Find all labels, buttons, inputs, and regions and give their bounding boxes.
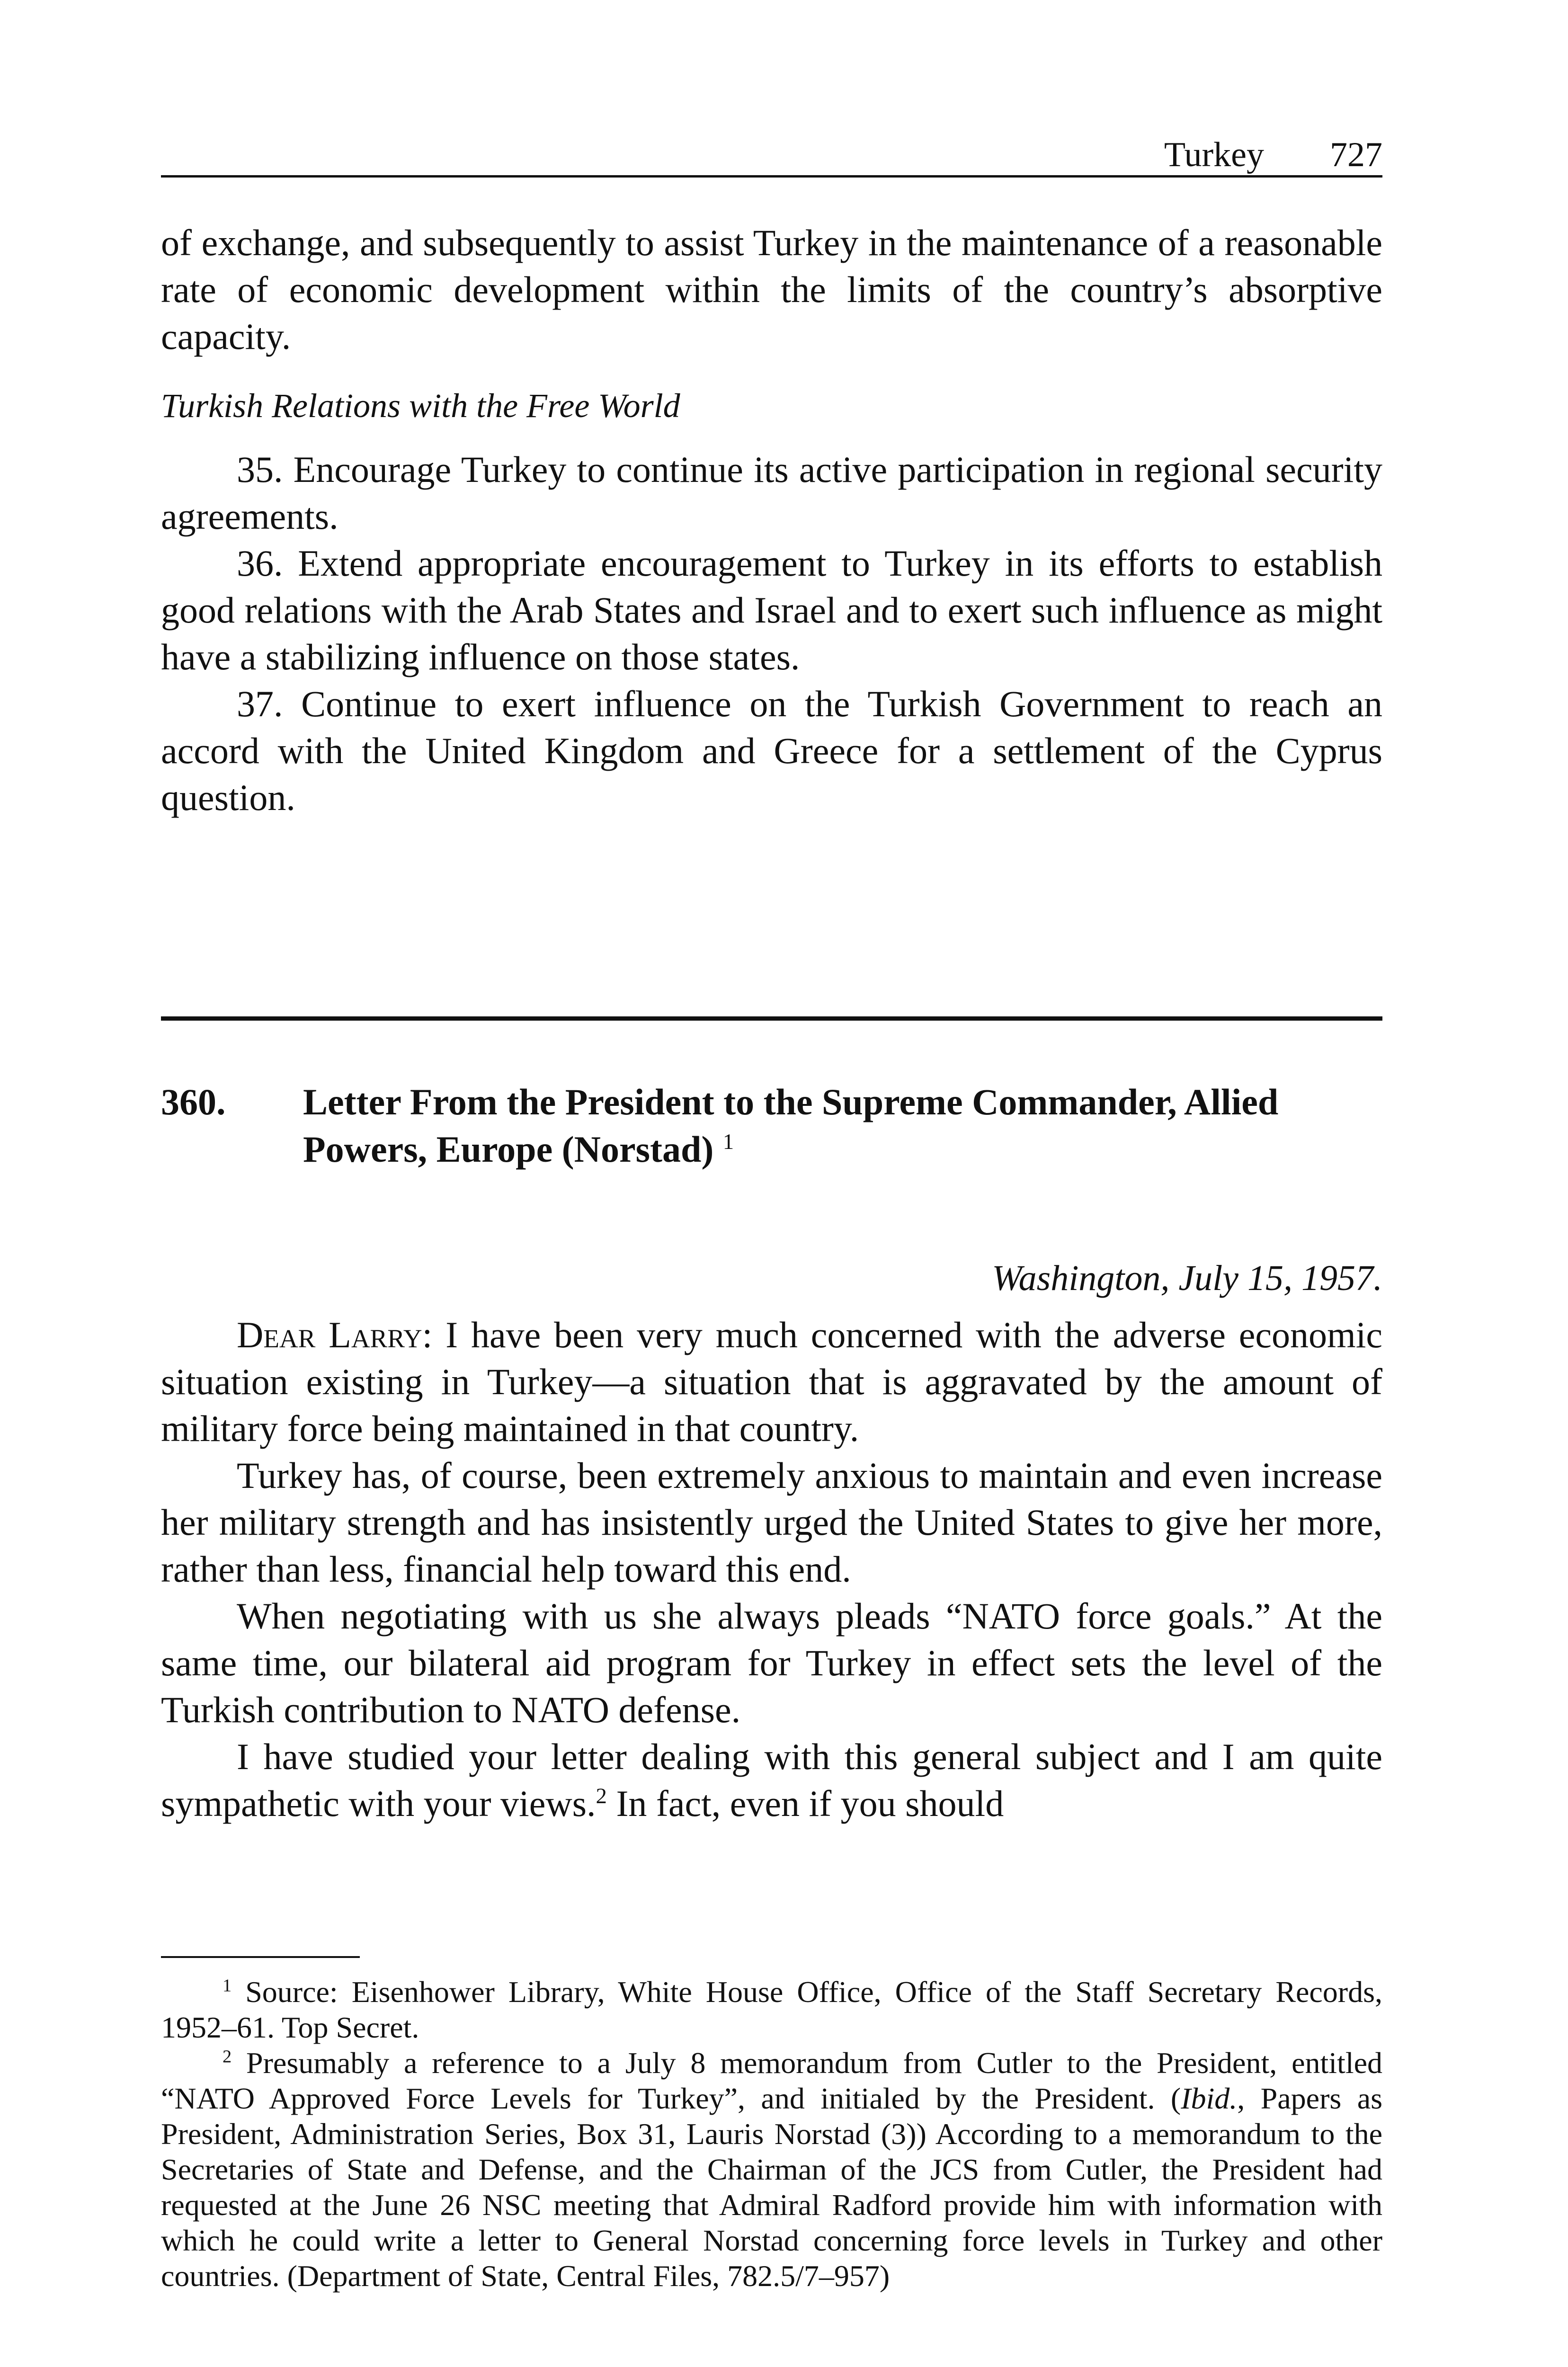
letter-paragraph-4-text: I have studied your letter dealing with this general subject and I am quite sympathetic with your views.	[161, 1736, 1382, 1824]
document-heading	[161, 1078, 1382, 1173]
footnote-ref-1: 1	[722, 1130, 734, 1154]
document-number: 360.	[161, 1081, 226, 1122]
letter-paragraph-1	[161, 1311, 1382, 1452]
footnote-2-marker: 2	[223, 2047, 232, 2067]
dateline: Washington, July 15, 1957.	[992, 1258, 1382, 1298]
footnote-ref-2: 2	[596, 1784, 607, 1808]
running-head	[161, 118, 1382, 178]
letter-body	[161, 1311, 1382, 1827]
footnote-2-ibid: Ibid.	[1181, 2082, 1238, 2115]
footnote-2-text: Presumably a reference to a July 8 memorandum from Cutler to the President, entitled “NATO Approved Force Levels for Turkey”, and initialed by the President. (	[161, 2046, 1382, 2115]
numbered-paragraph-37: 37. Continue to exert influence on the Turkish Government to reach an accord with the United Kingdom and Greece for a settlement of the Cyprus question.	[161, 683, 1382, 818]
numbered-paragraph-36: 36. Extend appropriate encouragement to Turkey in its efforts to establish good relations with the Arab States and Israel and to exert such influence as might have a stabilizing influence on those states.	[161, 543, 1382, 677]
letter-paragraph-4	[161, 1733, 1382, 1827]
section-subhead: Turkish Relations with the Free World	[161, 387, 680, 425]
footnote-1	[161, 1974, 1382, 2045]
footnote-2	[161, 2045, 1382, 2294]
letter-paragraph-2: Turkey has, of course, been extremely anxious to maintain and even increase her military strength and has insistently urged the United States to give her more, rather than less, financial help toward this end.	[161, 1455, 1382, 1590]
continuation-paragraph: of exchange, and subsequently to assist Turkey in the maintenance of a reasonable rate of economic development within the limits of the country’s absorptive capacity.	[161, 222, 1382, 357]
footnote-1-text: Source: Eisenhower Library, White House Office, Office of the Staff Secretary Records, 1952–61. Top Secret.	[161, 1975, 1382, 2044]
salutation: Dear Larry:	[237, 1314, 433, 1355]
footnote-2-text-continued: , Papers as President, Administration Series, Box 31, Lauris Norstad (3)) According to a memorandum to the Secretaries of State and Defense, and the Chairman of the JCS from Cutler, the President had requested at the June 26 NSC meeting that Admiral Radford provide him with information with which he could write a letter to General Norstad concerning force levels in Turkey and other countries. (Department of State, Central Files, 782.5/7–957)	[161, 2082, 1383, 2293]
running-head-title: Turkey	[1164, 135, 1264, 174]
numbered-paragraph-35: 35. Encourage Turkey to continue its active participation in regional security agreements.	[161, 449, 1382, 537]
footnote-1-marker: 1	[223, 1975, 232, 1996]
document-title-block	[303, 1078, 1382, 1173]
footnote-rule	[161, 1956, 360, 1958]
document-title: Letter From the President to the Supreme Commander, Allied Powers, Europe (Norstad)	[303, 1081, 1279, 1170]
page-number: 727	[1330, 135, 1382, 174]
letter-paragraph-1-text: I have been very much concerned with the adverse economic situation existing in Turkey—a situation that is aggravated by the amount of military force being maintained in that country.	[161, 1314, 1382, 1449]
letter-paragraph-4-continuation: In fact, even if you should	[606, 1783, 1004, 1824]
footnotes	[161, 1974, 1382, 2294]
section-divider	[161, 1016, 1382, 1021]
document-page	[161, 118, 1383, 2293]
letter-paragraph-3: When negotiating with us she always pleads “NATO force goals.” At the same time, our bilateral aid program for Turkey in effect sets the level of the Turkish contribution to NATO defense.	[161, 1595, 1382, 1730]
